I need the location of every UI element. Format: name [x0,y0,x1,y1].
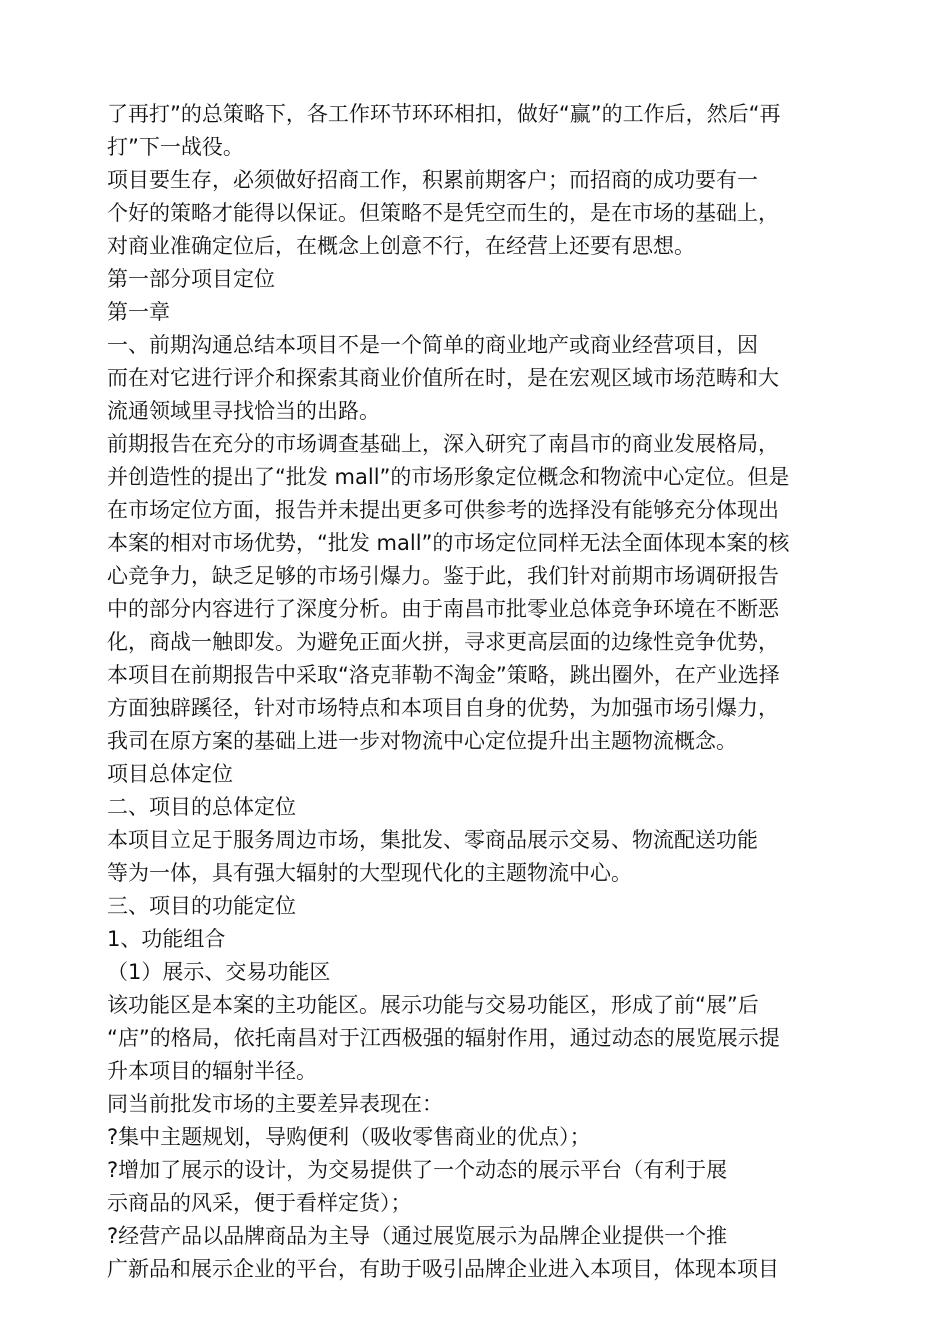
text-line: “店”的格局，依托南昌对于江西极强的辐射作用，通过动态的展览展示提 [107,1026,780,1050]
text-line: 心竞争力，缺乏足够的市场引爆力。鉴于此，我们针对前期市场调研报告 [107,564,779,588]
section-heading: 三、项目的功能定位 [107,894,296,918]
text-line: 一、前期沟通总结本项目不是一个简单的商业地产或商业经营项目，因 [107,333,758,357]
subsection-heading: （1）展示、交易功能区 [107,960,331,984]
section-heading: 第一部分项目定位 [107,267,275,291]
section-heading: 项目总体定位 [107,762,233,786]
text-line: 升本项目的辐射半径。 [107,1059,317,1083]
list-item-continuation: 广新品和展示企业的平台，有助于吸引品牌企业进入本项目，体现本项目 [107,1257,779,1281]
chapter-heading: 第一章 [107,300,170,324]
text-line: 对商业准确定位后，在概念上创意不行，在经营上还要有思想。 [107,234,695,258]
list-item-continuation: 示商品的风采，便于看样定货）； [107,1191,412,1215]
text-line: 该功能区是本案的主功能区。展示功能与交易功能区，形成了前“展”后 [107,993,759,1017]
text-line: 本项目在前期报告中采取“洛克菲勒不淘金”策略，跳出圈外，在产业选择 [107,663,780,687]
document-body [107,98,867,1286]
text-line: 而在对它进行评介和探索其商业价值所在时，是在宏观区域市场范畴和大 [107,366,779,390]
text-line: 中的部分内容进行了深度分析。由于南昌市批零业总体竞争环境在不断恶 [107,597,779,621]
text-line: 同当前批发市场的主要差异表现在： [107,1092,443,1116]
text-line: 等为一体，具有强大辐射的大型现代化的主题物流中心。 [107,861,632,885]
text-line: 本项目立足于服务周边市场，集批发、零商品展示交易、物流配送功能 [107,828,758,852]
list-item: ?经营产品以品牌商品为主导（通过展览展示为品牌企业提供一个推 [107,1224,728,1248]
section-heading: 二、项目的总体定位 [107,795,296,819]
text-line: 方面独辟蹊径，针对市场特点和本项目自身的优势，为加强市场引爆力， [107,696,779,720]
text-line: 打”下一战役。 [107,135,244,159]
text-line: 个好的策略才能得以保证。但策略不是凭空而生的，是在市场的基础上， [107,201,779,225]
text-line: 流通领域里寻找恰当的出路。 [107,399,380,423]
subsection-heading: 1、功能组合 [107,927,226,951]
text-line: 化，商战一触即发。为避免正面火拼，寻求更高层面的边缘性竞争优势， [107,630,779,654]
text-line: 并创造性的提出了“批发 mall”的市场形象定位概念和物流中心定位。但是 [107,465,790,489]
text-line: 了再打”的总策略下，各工作环节环环相扣，做好“赢”的工作后，然后“再 [107,102,781,126]
text-line: 我司在原方案的基础上进一步对物流中心定位提升出主题物流概念。 [107,729,737,753]
list-item: ?集中主题规划，导购便利（吸收零售商业的优点）； [107,1125,591,1149]
text-line: 项目要生存，必须做好招商工作，积累前期客户；而招商的成功要有一 [107,168,758,192]
text-line: 本案的相对市场优势，“批发 mall”的市场定位同样无法全面体现本案的核 [107,531,790,555]
text-line: 在市场定位方面，报告并未提出更多可供参考的选择没有能够充分体现出 [107,498,779,522]
text-line: 前期报告在充分的市场调查基础上，深入研究了南昌市的商业发展格局， [107,432,779,456]
list-item: ?增加了展示的设计，为交易提供了一个动态的展示平台（有利于展 [107,1158,728,1182]
